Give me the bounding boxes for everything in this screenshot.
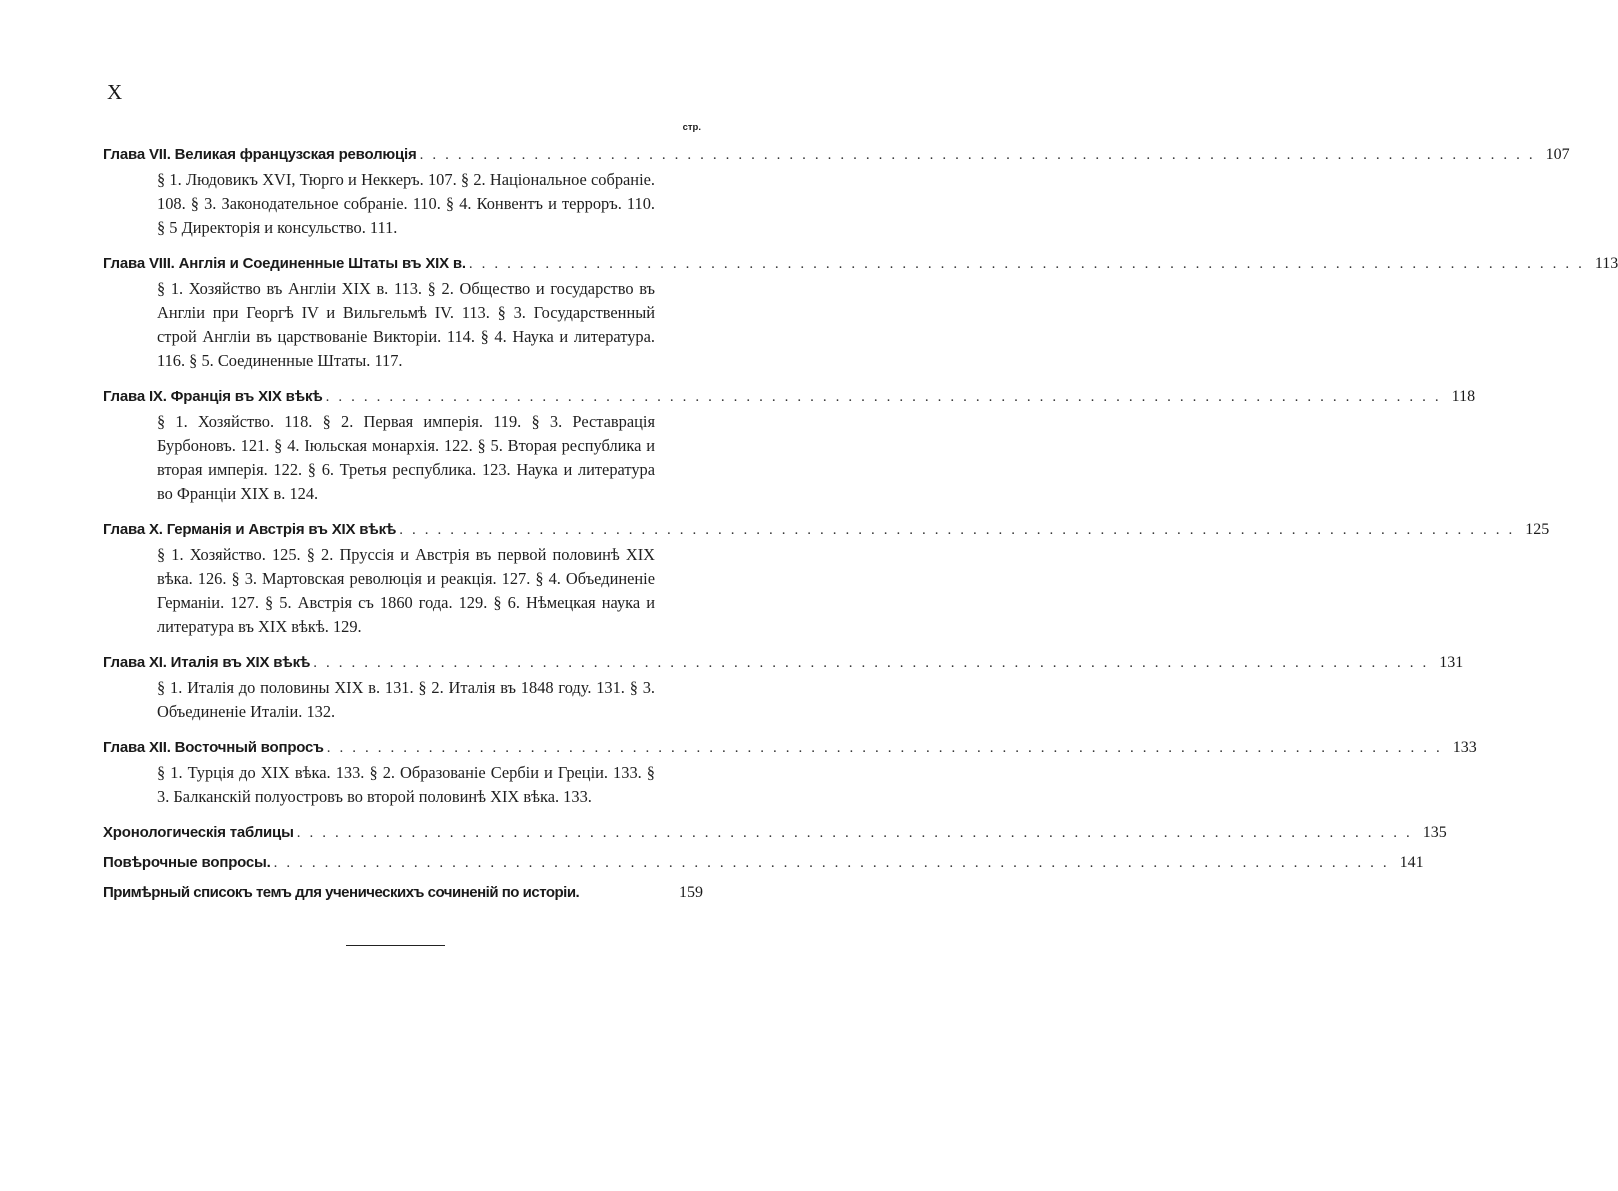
- chapter-heading-row: [103, 650, 1464, 676]
- chapter-page: 107: [1545, 146, 1570, 163]
- chapter-entry: [103, 142, 1570, 240]
- appendix-entry: [103, 850, 1424, 876]
- dot-leader: ........................................................................................: [326, 740, 1449, 756]
- chapter-page: 113: [1594, 255, 1618, 272]
- chapter-title: Глава IX. Франція въ XIX вѣкѣ: [103, 388, 323, 405]
- chapter-page: 118: [1451, 388, 1476, 405]
- chapter-entry: [103, 735, 1477, 809]
- chapter-heading-row: [103, 384, 1476, 410]
- chapter-sections: § 1. Хозяйство. 118. § 2. Первая имперія. 119. § 3. Реставрація Бурбоновъ. 121. § 4. Іюльская монархія. 122. § 5. Вторая республика и вторая имперія. 122. § 6. Третья республика. 123. Наука и литература во Франціи XIX в. 124.: [157, 412, 655, 503]
- appendix-entry: [103, 820, 1447, 846]
- chapter-entry: [103, 251, 1618, 373]
- dot-leader: ........................................................................................: [313, 655, 1436, 671]
- chapter-title: Глава VIII. Англія и Соединенные Штаты въ XIX в.: [103, 255, 466, 272]
- dot-leader: ........................................................................................: [419, 147, 1542, 163]
- dot-leader: ........................................................................................: [325, 389, 1448, 405]
- dot-leader: ........................................................................................: [399, 522, 1522, 538]
- chapter-sections: § 1. Людовикъ XVI, Тюрго и Неккеръ. 107. § 2. Національное собраніе. 108. § 3. Законодательное собраніе. 110. § 4. Конвентъ и терроръ. 110. § 5 Директорія и консульство. 111.: [157, 170, 655, 237]
- dot-leader: ........................................................................................: [296, 825, 1419, 841]
- appendix-title: Примѣрный списокъ темъ для ученическихъ сочиненій по исторіи.: [103, 884, 580, 901]
- chapter-page: 133: [1452, 739, 1477, 756]
- table-of-contents: [103, 120, 1618, 906]
- chapter-sections: § 1. Италія до половины XIX в. 131. § 2. Италія въ 1848 году. 131. § 3. Объединеніе Италіи. 132.: [157, 678, 655, 721]
- appendix-entry: [103, 880, 703, 906]
- dot-leader: ........................................................................................: [273, 855, 1396, 871]
- appendix-title: Повѣрочные вопросы.: [103, 854, 271, 871]
- appendix-page: 159: [679, 884, 703, 901]
- chapter-title: Глава VII. Великая французская революція: [103, 146, 417, 163]
- chapter-entry: [103, 384, 1476, 506]
- page-number: X: [107, 80, 123, 104]
- end-divider-line: [346, 945, 445, 946]
- chapter-heading-row: [103, 517, 1550, 543]
- appendix-page: 141: [1399, 854, 1424, 871]
- chapter-heading-row: [103, 142, 1570, 168]
- chapter-page: 125: [1525, 521, 1550, 538]
- chapter-sections: § 1. Хозяйство. 125. § 2. Пруссія и Австрія въ первой половинѣ XIX вѣка. 126. § 3. Мартовская революція и реакція. 127. § 4. Объединеніе Германіи. 127. § 5. Австрія съ 1860 года. 129. § 6. Нѣмецкая наука и литература въ XIX вѣкѣ. 129.: [157, 545, 655, 636]
- chapter-heading-row: [103, 735, 1477, 761]
- chapter-sections: § 1. Турція до XIX вѣка. 133. § 2. Образованіе Сербіи и Греціи. 133. § 3. Балканскій полуостровъ во второй половинѣ XIX вѣка. 133.: [157, 763, 655, 806]
- appendix-page: 135: [1422, 824, 1447, 841]
- chapter-entry: [103, 517, 1550, 639]
- chapter-title: Глава XI. Италія въ XIX вѣкѣ: [103, 654, 311, 671]
- dot-leader: ........................................................................................: [468, 256, 1591, 272]
- page-column-label: стр.: [682, 122, 701, 133]
- appendix-title: Хронологическія таблицы: [103, 824, 294, 841]
- chapter-title: Глава XII. Восточный вопросъ: [103, 739, 324, 756]
- chapter-title: Глава X. Германія и Австрія въ XIX вѣкѣ: [103, 521, 397, 538]
- chapter-sections: § 1. Хозяйство въ Англіи XIX в. 113. § 2. Общество и государство въ Англіи при Георгѣ IV и Вильгельмѣ IV. 113. § 3. Государственный строй Англіи въ царствованіе Викторіи. 114. § 4. Наука и литература. 116. § 5. Соединенные Штаты. 117.: [157, 279, 655, 370]
- chapter-page: 131: [1439, 654, 1464, 671]
- chapter-entry: [103, 650, 1464, 724]
- chapter-heading-row: [103, 251, 1618, 277]
